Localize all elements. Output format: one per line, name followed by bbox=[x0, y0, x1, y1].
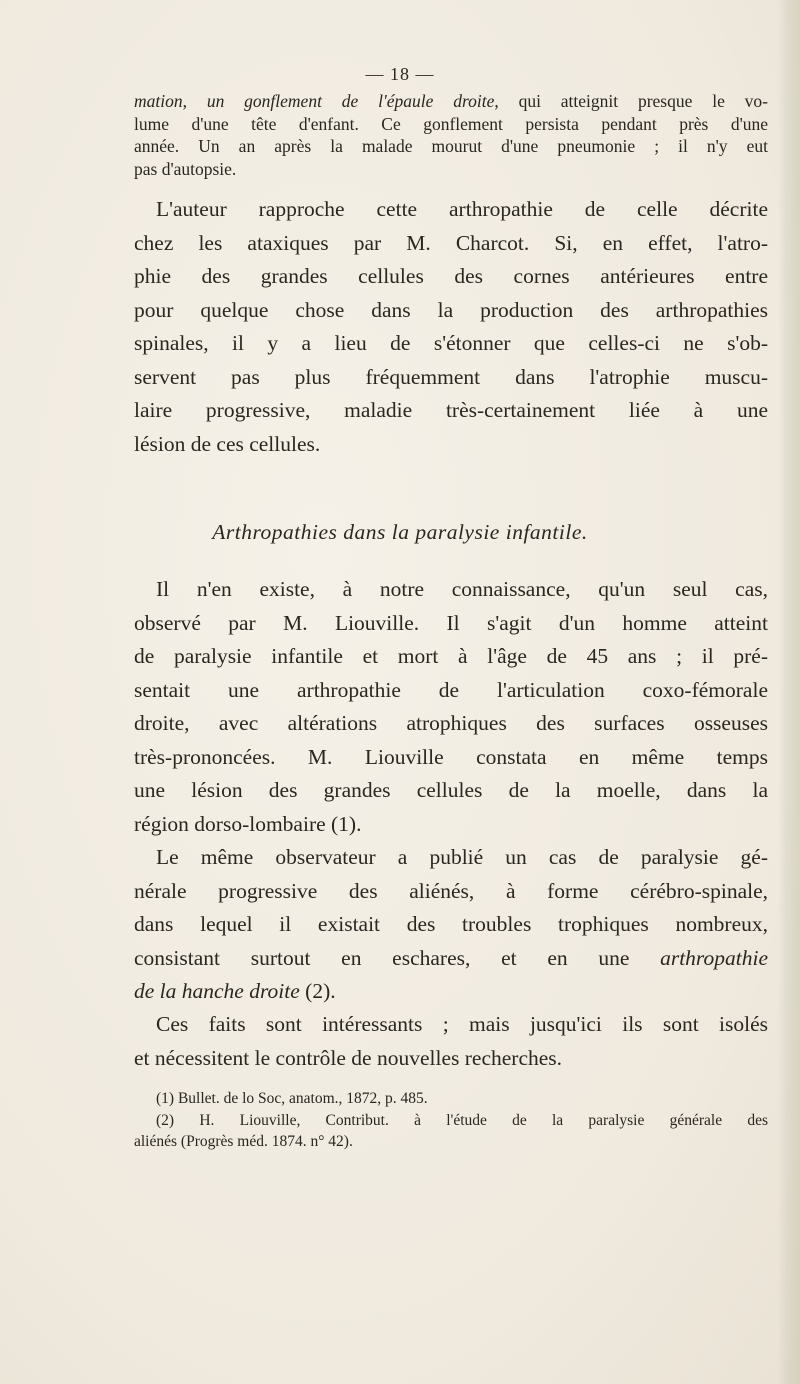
p2-line: très-prononcées. M. Liouville constata en même temps bbox=[134, 744, 768, 769]
intro-italic-mation: mation bbox=[134, 91, 183, 111]
p4-line: et nécessitent le contrôle de nouvelles recherches. bbox=[134, 1045, 563, 1070]
p2-line: Il n'en existe, à notre connaissance, qu'un seul cas, bbox=[156, 577, 768, 601]
p2-line: de paralysie infantile et mort à l'âge de 45 ans ; il pré- bbox=[134, 644, 768, 668]
p1-line: servent pas plus fréquemment dans l'atrophie muscu- bbox=[134, 364, 768, 389]
p2-line: sentait une arthropathie de l'articulation coxo-fémorale bbox=[134, 677, 768, 702]
p3-line: nérale progressive des aliénés, à forme cérébro-spinale, bbox=[134, 878, 768, 903]
p3-line bbox=[134, 942, 768, 976]
intro-italic-gonflement: un gonflement de l'épaule droite bbox=[206, 91, 495, 111]
p3-line: dans lequel il existait des troubles trophiques nombreux, bbox=[134, 912, 768, 936]
footnotes bbox=[134, 1088, 768, 1153]
p3-line5-rest: (2). bbox=[299, 979, 336, 1003]
p1-line: pour quelque chose dans la production des arthropathies bbox=[134, 297, 768, 322]
p1-line: spinales, il y a lieu de s'étonner que celles-ci ne s'ob- bbox=[134, 331, 768, 355]
p3-line4-text: consistant surtout en eschares, et en une bbox=[134, 945, 661, 970]
section-heading: Arthropathies dans la paralysie infantile. bbox=[212, 520, 588, 544]
footnote-2: (2) H. Liouville, Contribut. à l'étude de la paralysie générale des bbox=[156, 1111, 768, 1129]
p2-line: région dorso-lombaire (1). bbox=[134, 811, 362, 836]
intro-line-2: lume d'une tête d'enfant. Ce gonflement persista pendant près d'une bbox=[134, 113, 768, 134]
page-edge-shadow bbox=[778, 0, 800, 1384]
p2-line: droite, avec altérations atrophiques des surfaces osseuses bbox=[134, 711, 768, 735]
p3-italic-hanche: de la hanche droite bbox=[134, 979, 300, 1003]
footnote-2-cont: aliénés (Progrès méd. 1874. n° 42). bbox=[134, 1133, 353, 1150]
intro-line-1-rest: , qui atteignit presque le vo- bbox=[494, 91, 769, 111]
intro-paragraph bbox=[134, 90, 768, 180]
p1-line: phie des grandes cellules des cornes antérieures entre bbox=[134, 264, 768, 288]
paragraph-1 bbox=[134, 193, 768, 461]
p1-line: L'auteur rapproche cette arthropathie de celle décrite bbox=[156, 197, 768, 221]
p3-line bbox=[134, 975, 768, 1009]
paragraph-2 bbox=[134, 573, 768, 841]
page-number: — 18 — bbox=[365, 64, 435, 84]
intro-line-3: année. Un an après la malade mourut d'une pneumonie ; il n'y eut bbox=[134, 136, 768, 156]
p4-line: Ces faits sont intéressants ; mais jusqu'ici ils sont isolés bbox=[156, 1012, 768, 1036]
paragraph-4 bbox=[134, 1008, 768, 1075]
intro-sep: , bbox=[182, 91, 207, 111]
intro-line-1 bbox=[134, 90, 768, 113]
intro-line-4: pas d'autopsie. bbox=[134, 158, 237, 179]
p2-line: observé par M. Liouville. Il s'agit d'un homme atteint bbox=[134, 610, 768, 635]
p3-line: Le même observateur a publié un cas de paralysie gé- bbox=[156, 845, 768, 869]
p1-line: lésion de ces cellules. bbox=[134, 431, 321, 456]
footnote-1: (1) Bullet. de lo Soc, anatom., 1872, p. 485. bbox=[156, 1090, 428, 1107]
p1-line: laire progressive, maladie très-certainement liée à une bbox=[134, 398, 768, 422]
paragraph-3 bbox=[134, 841, 768, 1009]
p1-line: chez les ataxiques par M. Charcot. Si, en effet, l'atro- bbox=[134, 230, 768, 255]
p2-line: une lésion des grandes cellules de la moelle, dans la bbox=[134, 778, 768, 802]
p3-italic-arthropathie: arthropathie bbox=[660, 945, 768, 970]
